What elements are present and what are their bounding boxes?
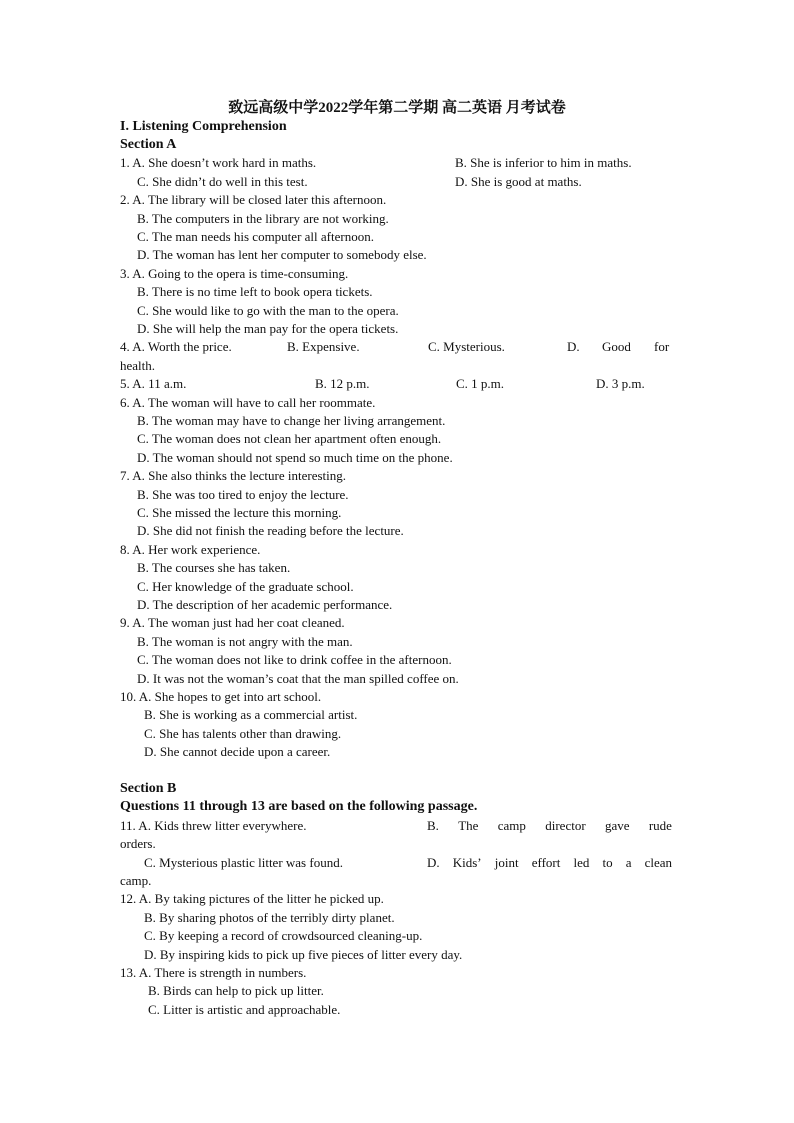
q11-option-d [427, 854, 672, 872]
q2-option-a: 2. A. The library will be closed later this afternoon. [120, 192, 387, 207]
q9-option-c: C. The woman does not like to drink coffee in the afternoon. [137, 652, 452, 667]
q4-option-d-cont: health. [120, 358, 156, 373]
q5-option-b: B. 12 p.m. [315, 376, 370, 391]
q11-option-d-word: to [602, 855, 613, 870]
q8-option-b: B. The courses she has taken. [137, 560, 291, 575]
q4-option-c: C. Mysterious. [428, 339, 505, 354]
q1-option-c: C. She didn’t do well in this test. [137, 174, 308, 189]
q11-option-b-word: rude [648, 818, 672, 833]
q9-option-d: D. It was not the woman’s coat that the man spilled coffee on. [137, 671, 459, 686]
q11-option-b-word: director [545, 818, 586, 833]
q12-option-a: 12. A. By taking pictures of the litter he picked up. [120, 891, 384, 906]
q11-option-d-word: D. [427, 855, 440, 870]
q11-option-a: 11. A. Kids threw litter everywhere. [120, 818, 307, 833]
q11-option-b-word: The [458, 818, 479, 833]
part-heading: I. Listening Comprehension [120, 119, 287, 134]
q13-option-a: 13. A. There is strength in numbers. [120, 965, 307, 980]
q2-option-c: C. The man needs his computer all afternoon. [137, 229, 374, 244]
q5-option-a: 5. A. 11 a.m. [120, 376, 187, 391]
q10-option-b: B. She is working as a commercial artist. [144, 707, 358, 722]
q12-option-d: D. By inspiring kids to pick up five pieces of litter every day. [144, 947, 463, 962]
q6-option-d: D. The woman should not spend so much time on the phone. [137, 450, 453, 465]
q3-option-d: D. She will help the man pay for the opera tickets. [137, 321, 399, 336]
q8-option-d: D. The description of her academic performance. [137, 597, 393, 612]
q8-option-c: C. Her knowledge of the graduate school. [137, 579, 354, 594]
q7-option-a: 7. A. She also thinks the lecture interesting. [120, 468, 347, 483]
q11-option-d-word: joint [494, 855, 519, 870]
q4-option-d-word: for [654, 339, 670, 354]
q11-option-d-word: Kids’ [452, 855, 482, 870]
q2-option-d: D. The woman has lent her computer to somebody else. [137, 247, 427, 262]
q3-option-b: B. There is no time left to book opera tickets. [137, 284, 373, 299]
exam-title: 致远高级中学2022学年第二学期 高二英语 月考试卷 [228, 100, 566, 116]
q9-option-a: 9. A. The woman just had her coat cleaned. [120, 615, 345, 630]
q3-option-a: 3. A. Going to the opera is time-consuming. [120, 266, 349, 281]
q4-option-d-word: Good [602, 339, 631, 354]
q11-option-d-word: led [573, 855, 590, 870]
q11-option-d-word: effort [531, 855, 561, 870]
q5-option-d: D. 3 p.m. [596, 376, 645, 391]
q1-option-d: D. She is good at maths. [455, 174, 582, 189]
q3-option-c: C. She would like to go with the man to the opera. [137, 303, 399, 318]
passage-intro: Questions 11 through 13 are based on the following passage. [120, 799, 478, 814]
q11-option-b-cont: orders. [120, 836, 156, 851]
q2-option-b: B. The computers in the library are not working. [137, 211, 389, 226]
q11-option-c: C. Mysterious plastic litter was found. [144, 855, 343, 870]
q10-option-c: C. She has talents other than drawing. [144, 726, 342, 741]
q12-option-c: C. By keeping a record of crowdsourced cleaning-up. [144, 928, 423, 943]
section-a-heading: Section A [120, 137, 177, 152]
q4-option-a: 4. A. Worth the price. [120, 339, 232, 354]
q11-option-d-word: clean [644, 855, 672, 870]
q6-option-c: C. The woman does not clean her apartment often enough. [137, 431, 442, 446]
q11-option-d-word: a [625, 855, 632, 870]
q13-option-c: C. Litter is artistic and approachable. [148, 1002, 341, 1017]
q11-option-b-word: B. [427, 818, 439, 833]
q6-option-a: 6. A. The woman will have to call her roommate. [120, 395, 376, 410]
q4-option-d-label: D. [567, 339, 580, 354]
q1-option-a: 1. A. She doesn’t work hard in maths. [120, 155, 317, 170]
q12-option-b: B. By sharing photos of the terribly dirty planet. [144, 910, 395, 925]
q1-option-b: B. She is inferior to him in maths. [455, 155, 632, 170]
q9-option-b: B. The woman is not angry with the man. [137, 634, 353, 649]
section-b-heading: Section B [120, 781, 177, 796]
q11-option-b-word: camp [497, 818, 526, 833]
q10-option-a: 10. A. She hopes to get into art school. [120, 689, 322, 704]
q4-option-b: B. Expensive. [287, 339, 360, 354]
q13-option-b: B. Birds can help to pick up litter. [148, 983, 324, 998]
q6-option-b: B. The woman may have to change her living arrangement. [137, 413, 446, 428]
q7-option-c: C. She missed the lecture this morning. [137, 505, 342, 520]
q7-option-d: D. She did not finish the reading before the lecture. [137, 523, 404, 538]
q5-option-c: C. 1 p.m. [456, 376, 505, 391]
q11-option-b [427, 817, 672, 835]
q8-option-a: 8. A. Her work experience. [120, 542, 261, 557]
q7-option-b: B. She was too tired to enjoy the lecture. [137, 487, 349, 502]
q10-option-d: D. She cannot decide upon a career. [144, 744, 331, 759]
q11-option-b-word: gave [604, 818, 630, 833]
q11-option-d-cont: camp. [120, 873, 152, 888]
